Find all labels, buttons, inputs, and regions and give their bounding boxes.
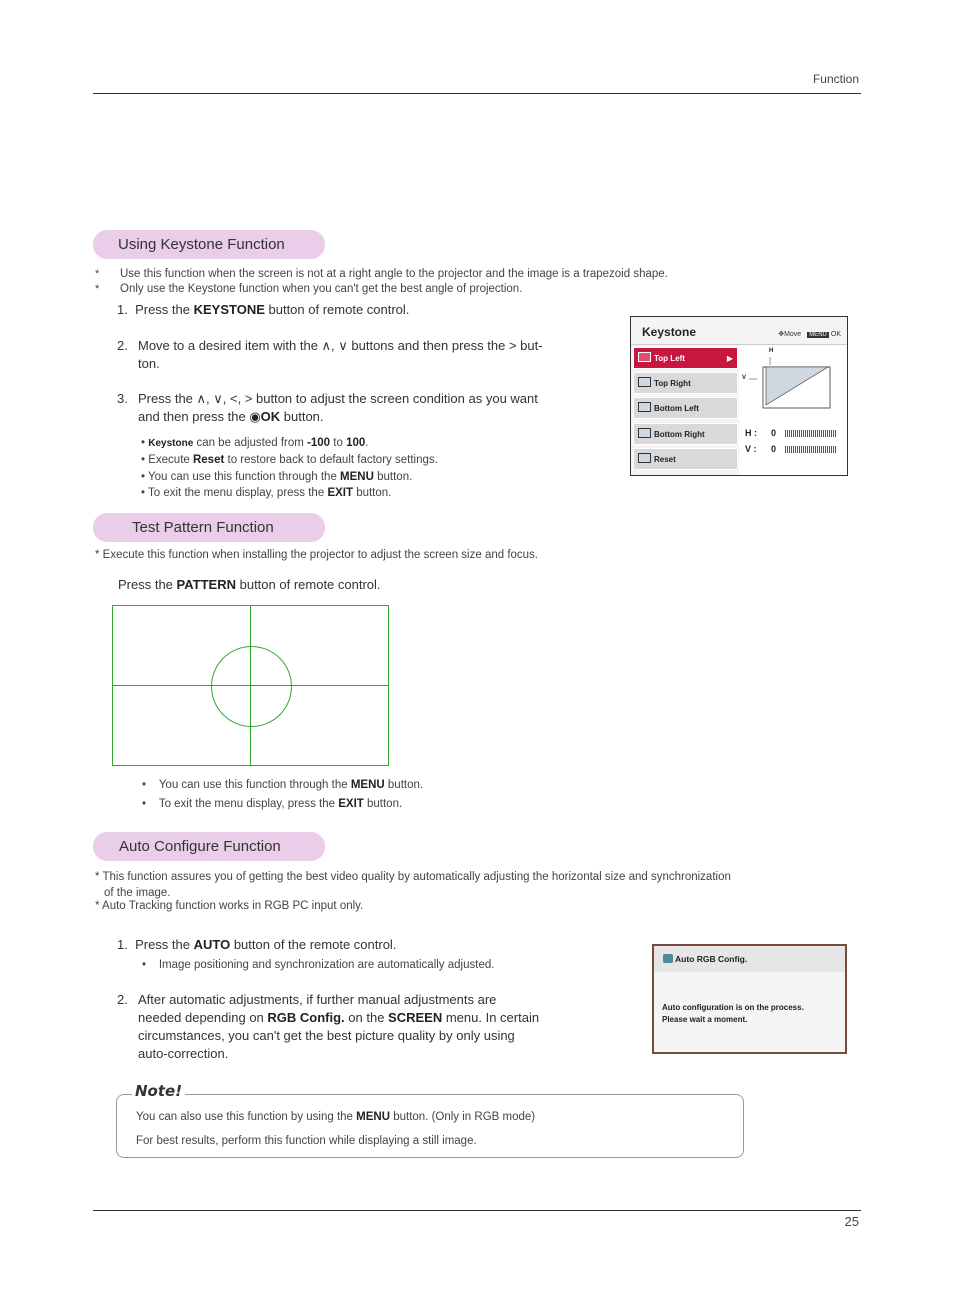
header-section-label: Function xyxy=(812,72,859,86)
section-title-keystone: Using Keystone Function xyxy=(93,230,325,259)
section-title-auto-configure: Auto Configure Function xyxy=(93,832,325,861)
note-line-1: You can also use this function by using the MENU button. (Only in RGB mode) xyxy=(136,1111,536,1123)
auto-note-2: * Auto Tracking function works in RGB PC input only. xyxy=(95,900,364,912)
osd-title: Keystone xyxy=(642,325,697,339)
page-number: 25 xyxy=(844,1214,859,1229)
osd-item-top-right[interactable]: Top Right xyxy=(633,372,738,394)
auto-step-2: After automatic adjustments, if further manual adjustments are needed depending on RGB Config. on the SCREEN menu. In certain circumstances, you can't get the best picture quality by only using auto-correction. xyxy=(138,992,540,1061)
v-label: V : xyxy=(745,444,757,454)
dialog-header: Auto RGB Config. xyxy=(654,946,845,972)
keystone-note-1: Use this function when the screen is not at a right angle to the projector and the image is a trapezoid shape. xyxy=(120,268,668,280)
header-rule xyxy=(93,93,861,94)
reset-icon xyxy=(638,453,651,463)
pattern-bullet-1: • You can use this function through the MENU button. xyxy=(142,779,424,791)
keystone-osd-menu xyxy=(630,316,848,476)
note-label: Note! xyxy=(132,1082,185,1100)
auto-step-1: 1. Press the AUTO button of the remote control. xyxy=(117,937,397,952)
keystone-bullets: • Keystone can be adjusted from -100 to 100. • Execute Reset to restore back to default factory settings. • You can use this function through the MENU button. • To exit the menu display, press the EXIT button. xyxy=(141,437,438,499)
bottom-left-icon xyxy=(638,402,651,412)
info-icon xyxy=(663,954,673,963)
keystone-step-2-num: 2. xyxy=(117,338,128,353)
ok-button-icon: ◉ xyxy=(249,409,261,424)
axis-v-label: V xyxy=(742,375,747,381)
keystone-note-2: Only use the Keystone function when you can't get the best angle of projection. xyxy=(120,283,523,295)
top-right-icon xyxy=(638,377,651,387)
h-value: 0 xyxy=(771,428,777,438)
keystone-step-3-num: 3. xyxy=(117,391,128,406)
dialog-message: Auto configuration is on the process. Please wait a moment. xyxy=(662,1003,804,1024)
axis-h-label: H xyxy=(769,348,774,354)
asterisk: * xyxy=(95,283,100,295)
auto-note-1: * This function assures you of getting the best video quality by automatically adjusting the horizontal size and synchronization of the image. xyxy=(95,871,731,899)
keystone-step-2: Move to a desired item with the ∧, ∨ buttons and then press the > but- ton. xyxy=(138,338,543,371)
osd-preview-panel xyxy=(739,345,847,475)
note-box xyxy=(116,1094,744,1158)
osd-item-bottom-right[interactable]: Bottom Right xyxy=(633,423,738,445)
v-value: 0 xyxy=(771,444,777,454)
menu-key-icon: MENU xyxy=(809,332,827,338)
osd-help: ✥Move MENU OK xyxy=(778,331,841,338)
note-line-2: For best results, perform this function while displaying a still image. xyxy=(136,1135,477,1147)
keystone-step-3: Press the ∧, ∨, <, > button to adjust the screen condition as you want and then press the ◉OK button. xyxy=(138,391,538,424)
pattern-note: * Execute this function when installing the projector to adjust the screen size and focus. xyxy=(95,549,539,561)
section-title-test-pattern: Test Pattern Function xyxy=(93,513,325,542)
auto-step-1-bullet: • Image positioning and synchronization are automatically adjusted. xyxy=(142,959,495,971)
h-slider[interactable] xyxy=(785,430,837,437)
asterisk: * xyxy=(95,268,100,280)
footer-rule xyxy=(93,1210,861,1211)
bottom-right-icon xyxy=(638,428,651,438)
pattern-instruction: Press the PATTERN button of remote control. xyxy=(118,577,381,592)
test-pattern-image xyxy=(112,605,389,766)
keystone-step-1: 1. Press the KEYSTONE button of remote control. xyxy=(117,302,410,317)
arrow-right-icon: ▶ xyxy=(726,354,733,363)
v-slider[interactable] xyxy=(785,446,837,453)
pattern-bullet-2: • To exit the menu display, press the EXIT button. xyxy=(142,798,403,810)
auto-step-2-num: 2. xyxy=(117,992,128,1007)
osd-item-top-left[interactable]: Top Left ▶ xyxy=(633,347,738,369)
move-icon: ✥ xyxy=(778,331,785,338)
h-label: H : xyxy=(745,428,757,438)
keystone-preview-diagram xyxy=(739,345,847,413)
osd-item-reset[interactable]: Reset xyxy=(633,448,738,470)
auto-rgb-dialog xyxy=(652,944,847,1054)
osd-item-bottom-left[interactable]: Bottom Left xyxy=(633,397,738,419)
top-left-icon xyxy=(638,352,651,362)
